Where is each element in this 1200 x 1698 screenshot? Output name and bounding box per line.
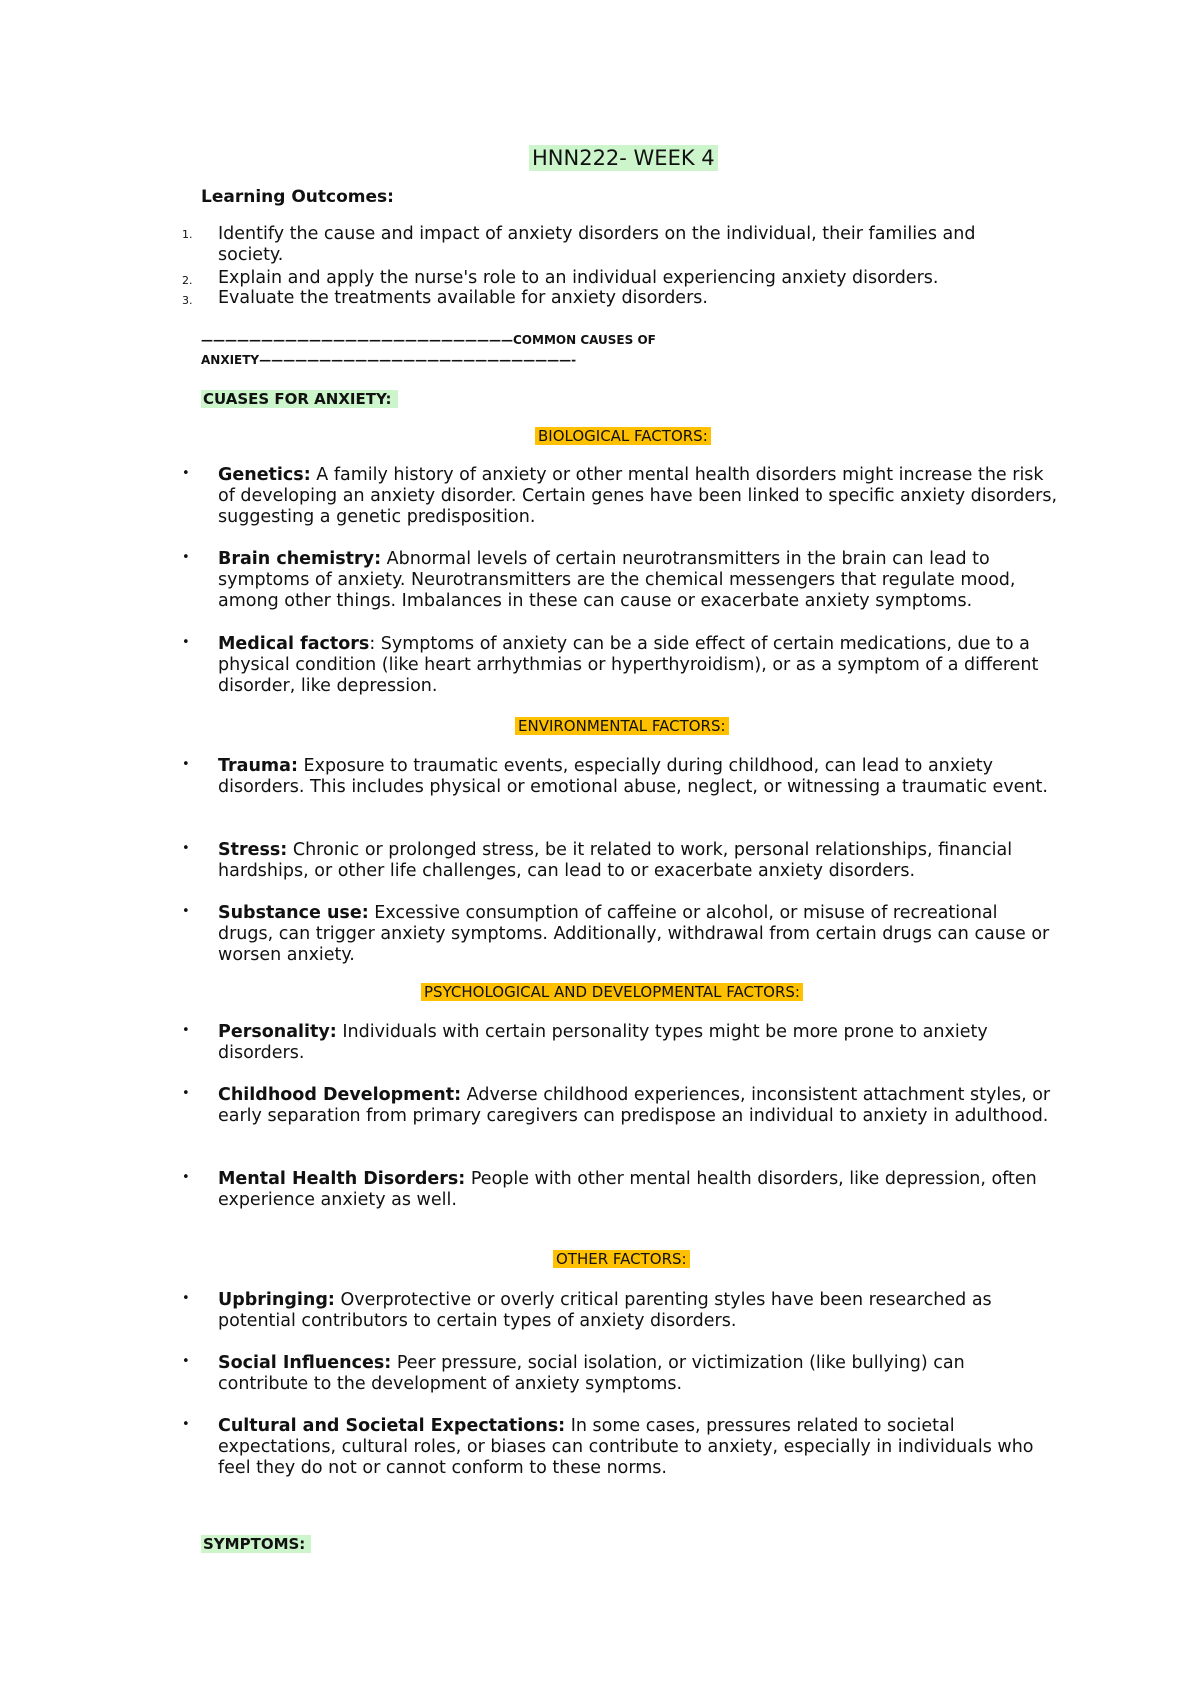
factor-item: Cultural and Societal Expectations: In some cases, pressures related to societal expectations, cultural roles, or biases can contribute to anxiety, especially in individuals who feel they do not or cannot conform to these norms. (218, 1416, 1034, 1478)
factor-item: Medical factors: Symptoms of anxiety can be a side effect of certain medications, due to a physical condition (like heart arrhythmias or hyperthyroidism), or as a symptom of a different disorder, like depression. (218, 634, 1039, 696)
factor-item: Upbringing: Overprotective or overly critical parenting styles have been researched as potential contributors to certain types of anxiety disorders. (218, 1290, 992, 1331)
factor-item: Brain chemistry: Abnormal levels of certain neurotransmitters in the brain can lead to symptoms of anxiety. Neurotransmitters are the chemical messengers that regulate mood, among other things. Imbalances in these can cause or exacerbate anxiety symptoms. (218, 549, 1016, 611)
bullet-icon: • (182, 466, 190, 481)
bullet-icon: • (182, 1354, 190, 1369)
factor-item: Personality: Individuals with certain personality types might be more prone to anxiety disorders. (218, 1022, 988, 1063)
outcome-item: Explain and apply the nurse's role to an individual experiencing anxiety disorders. (218, 268, 939, 288)
bullet-icon: • (182, 757, 190, 772)
factor-item: Childhood Development: Adverse childhood experiences, inconsistent attachment styles, or early separation from primary caregivers can predispose an individual to anxiety in adulthood. (218, 1085, 1051, 1126)
section-divider-line: ANXIETY——————————————————————————- (201, 353, 577, 367)
outcome-number: 2. (182, 274, 193, 287)
outcome-item: Evaluate the treatments available for anxiety disorders. (218, 288, 708, 308)
page-title: HNN222- WEEK 4 (529, 145, 718, 171)
factor-item: Substance use: Excessive consumption of caffeine or alcohol, or misuse of recreational drugs, can trigger anxiety symptoms. Additionally, withdrawal from certain drugs can cause or worsen anxiety. (218, 903, 1050, 965)
factor-item: Social Influences: Peer pressure, social isolation, or victimization (like bullying) can contribute to the development of anxiety symptoms. (218, 1353, 965, 1394)
factor-item: Mental Health Disorders: People with other mental health disorders, like depression, often experience anxiety as well. (218, 1169, 1037, 1210)
bullet-icon: • (182, 635, 190, 650)
causes-heading: CUASES FOR ANXIETY: (201, 390, 398, 408)
bullet-icon: • (182, 550, 190, 565)
section-heading: OTHER FACTORS: (553, 1250, 690, 1268)
bullet-icon: • (182, 1023, 190, 1038)
bullet-icon: • (182, 1086, 190, 1101)
bullet-icon: • (182, 1291, 190, 1306)
bullet-icon: • (182, 904, 190, 919)
outcome-number: 1. (182, 228, 193, 241)
section-heading: BIOLOGICAL FACTORS: (535, 427, 711, 445)
section-divider-line: ——————————————————————————COMMON CAUSES OF (201, 333, 656, 347)
symptoms-heading: SYMPTOMS: (201, 1535, 311, 1553)
factor-item: Trauma: Exposure to traumatic events, especially during childhood, can lead to anxiety disorders. This includes physical or emotional abuse, neglect, or witnessing a traumatic event. (218, 756, 1048, 797)
bullet-icon: • (182, 841, 190, 856)
outcome-number: 3. (182, 294, 193, 307)
learning-outcomes-label: Learning Outcomes: (201, 187, 394, 207)
section-heading: PSYCHOLOGICAL AND DEVELOPMENTAL FACTORS: (421, 983, 803, 1001)
bullet-icon: • (182, 1170, 190, 1185)
factor-item: Stress: Chronic or prolonged stress, be it related to work, personal relationships, financial hardships, or other life challenges, can lead to or exacerbate anxiety disorders. (218, 840, 1013, 881)
outcome-item: Identify the cause and impact of anxiety disorders on the individual, their families and society. (218, 224, 976, 265)
bullet-icon: • (182, 1417, 190, 1432)
factor-item: Genetics: A family history of anxiety or other mental health disorders might increase the risk of developing an anxiety disorder. Certain genes have been linked to specific anxiety disorders, suggesting a genetic predisposition. (218, 465, 1058, 527)
section-heading: ENVIRONMENTAL FACTORS: (515, 717, 729, 735)
